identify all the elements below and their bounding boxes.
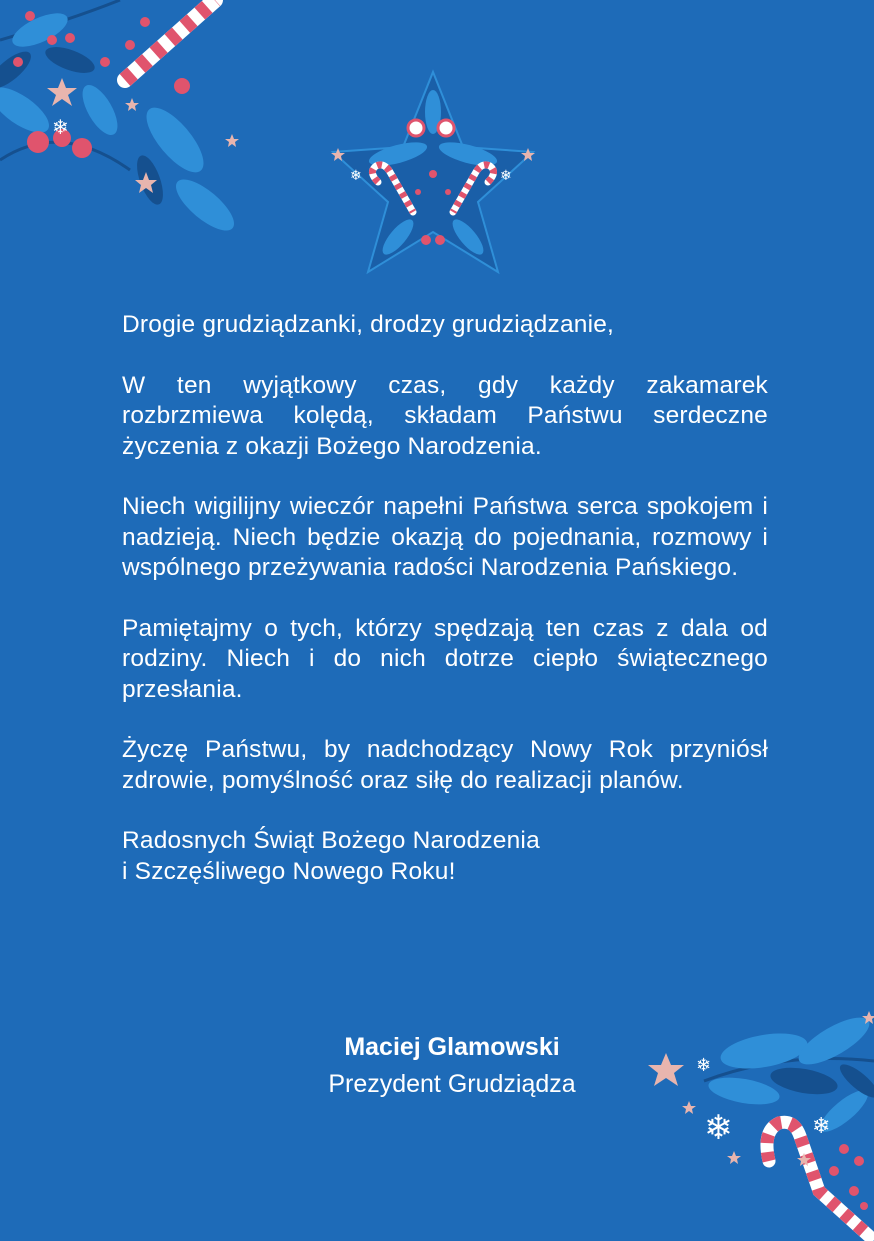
svg-text:❄: ❄ xyxy=(812,1114,831,1139)
letter-closing xyxy=(122,826,768,887)
closing-line-1: Radosnych Świąt Bożego Narodzenia xyxy=(122,827,540,854)
top-left-floral-decoration xyxy=(0,0,260,250)
letter-body xyxy=(122,310,768,917)
letter-greeting: Drogie grudziądzanki, drodzy grudziądzanie, xyxy=(122,311,615,338)
svg-text:❄: ❄ xyxy=(500,168,512,184)
svg-text:❄: ❄ xyxy=(52,115,69,139)
letter-paragraph: Życzę Państwu, by nadchodzący Nowy Rok przyniósł zdrowie, pomyślność oraz siłę do realizacji planów. xyxy=(122,736,768,794)
signature-title: Prezydent Grudziądza xyxy=(328,1070,576,1098)
letter-paragraph: Pamiętajmy o tych, którzy spędzają ten czas z dala od rodziny. Niech i do nich dotrze ciepło świątecznego przesłania. xyxy=(122,614,768,703)
letter-paragraph: Niech wigilijny wieczór napełni Państwa serca spokojem i nadzieją. Niech będzie okazją do pojednania, rozmowy i wspólnego przeżywania radości Narodzenia Pańskiego. xyxy=(122,493,768,581)
signature-block xyxy=(0,1030,874,1104)
svg-text:❄: ❄ xyxy=(704,1108,733,1148)
closing-line-2: i Szczęśliwego Nowego Roku! xyxy=(122,857,456,885)
star-ornament-icon xyxy=(318,62,548,282)
signature-name: Maciej Glamowski xyxy=(344,1033,560,1061)
svg-text:❄: ❄ xyxy=(696,1055,712,1076)
svg-text:❄: ❄ xyxy=(350,168,362,184)
letter-paragraph: W ten wyjątkowy czas, gdy każdy zakamarek rozbrzmiewa kolędą, składam Państwu serdeczne życzenia z okazji Bożego Narodzenia. xyxy=(122,371,768,460)
